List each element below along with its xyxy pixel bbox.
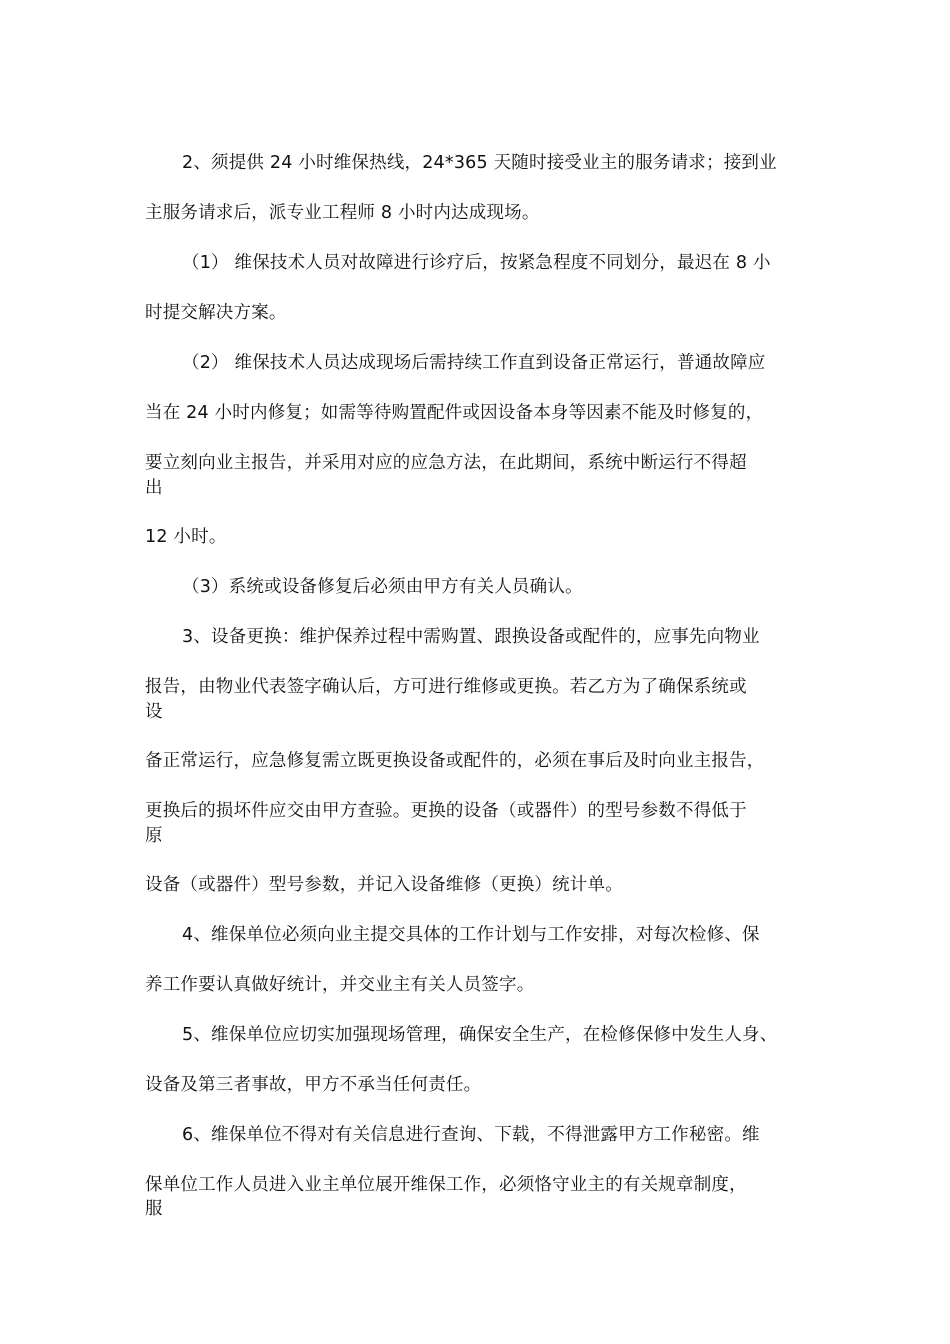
paragraph-line: 12 小时。 bbox=[145, 527, 227, 547]
paragraph-line: 养工作要认真做好统计，并交业主有关人员签字。 bbox=[145, 975, 535, 995]
paragraph-line: 设备（或器件）型号参数，并记入设备维修（更换）统计单。 bbox=[145, 875, 623, 895]
paragraph-line: 4、维保单位必须向业主提交具体的工作计划与工作安排，对每次检修、保 bbox=[182, 925, 760, 945]
paragraph-line: 时提交解决方案。 bbox=[145, 303, 287, 323]
paragraph-line: 5、维保单位应切实加强现场管理，确保安全生产，在检修保修中发生人身、 bbox=[182, 1025, 778, 1045]
paragraph-line: （2） 维保技术人员达成现场后需持续工作直到设备正常运行，普通故障应 bbox=[182, 353, 766, 373]
paragraph-line: 报告，由物业代表签字确认后，方可进行维修或更换。若乙方为了确保系统或 bbox=[145, 677, 747, 697]
paragraph-line: 主服务请求后，派专业工程师 8 小时内达成现场。 bbox=[145, 203, 540, 223]
paragraph-line: 更换后的损坏件应交由甲方查验。更换的设备（或器件）的型号参数不得低于 bbox=[145, 801, 747, 821]
paragraph-line: 要立刻向业主报告，并采用对应的应急方法，在此期间，系统中断运行不得超 bbox=[145, 453, 747, 473]
paragraph-line: 原 bbox=[145, 826, 163, 846]
paragraph-line: 3、设备更换：维护保养过程中需购置、跟换设备或配件的，应事先向物业 bbox=[182, 627, 760, 647]
paragraph-line: 6、维保单位不得对有关信息进行查询、下载，不得泄露甲方工作秘密。维 bbox=[182, 1125, 760, 1145]
paragraph-line: （1） 维保技术人员对故障进行诊疗后，按紧急程度不同划分，最迟在 8 小 bbox=[182, 253, 771, 273]
paragraph-line: 当在 24 小时内修复；如需等待购置配件或因设备本身等因素不能及时修复的， bbox=[145, 403, 764, 423]
paragraph-line: 设备及第三者事故，甲方不承当任何责任。 bbox=[145, 1075, 482, 1095]
paragraph-line: 2、须提供 24 小时维保热线，24*365 天随时接受业主的服务请求；接到业 bbox=[182, 153, 777, 173]
paragraph-line: 服 bbox=[145, 1199, 163, 1219]
paragraph-line: 设 bbox=[145, 702, 163, 722]
paragraph-line: 备正常运行，应急修复需立既更换设备或配件的，必须在事后及时向业主报告， bbox=[145, 751, 765, 771]
paragraph-line: 出 bbox=[145, 478, 163, 498]
paragraph-line: 保单位工作人员进入业主单位展开维保工作，必须恪守业主的有关规章制度， bbox=[145, 1175, 747, 1195]
paragraph-line: （3）系统或设备修复后必须由甲方有关人员确认。 bbox=[182, 577, 583, 597]
